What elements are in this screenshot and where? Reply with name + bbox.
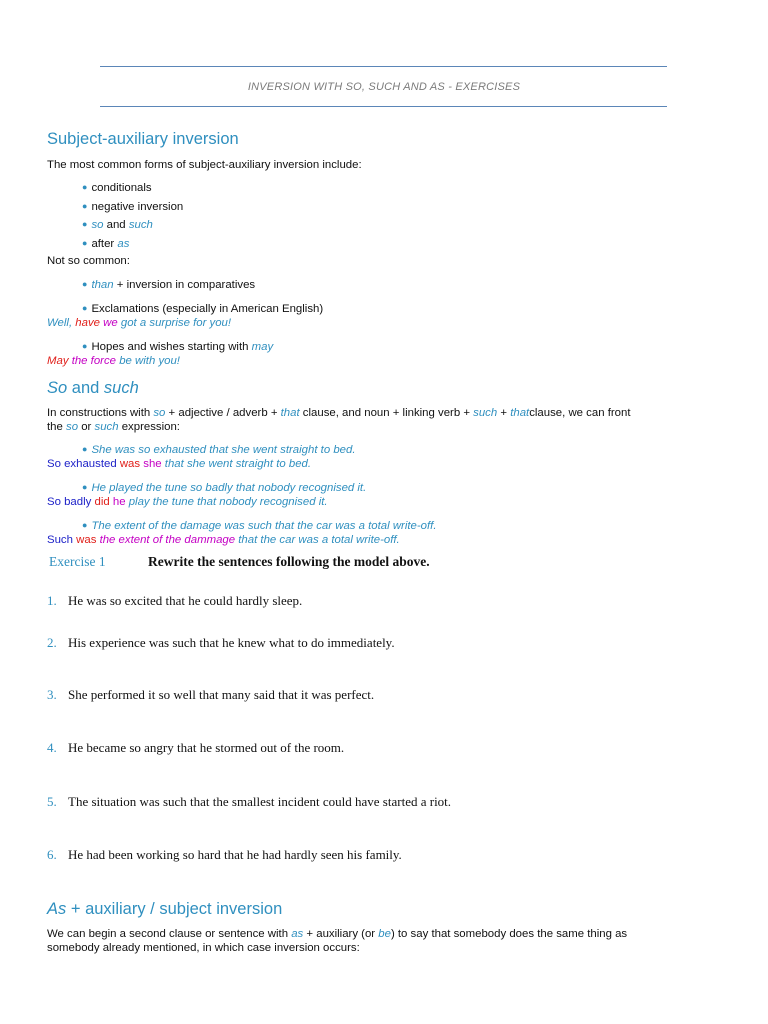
bullet-dot-icon: ● [82, 201, 88, 211]
example-exclamation: Well, have we got a surprise for you! [47, 317, 232, 329]
exercise-label: Exercise 1 [49, 554, 106, 569]
bullet-dot-icon: ● [82, 279, 88, 289]
bullet-conditionals: ● conditionals [82, 182, 152, 194]
bullet-dot-icon: ● [82, 182, 88, 192]
exercise-item: 4. He became so angry that he stormed out of the room. [47, 740, 345, 755]
exercise-item: 3. She performed it so well that many said that it was perfect. [47, 687, 375, 702]
bullet-dot-icon: ● [82, 482, 88, 492]
bullet-exclamations: ● Exclamations (especially in American English) [82, 303, 324, 315]
section-heading-so-and-such: So and such [47, 379, 139, 397]
bullet-dot-icon: ● [82, 520, 88, 530]
bullet-after-as: ● after as [82, 238, 130, 250]
header-bottom-rule [100, 106, 667, 107]
page-header-title: INVERSION WITH SO, SUCH AND AS - EXERCISES [247, 81, 521, 93]
as-paragraph-line1: We can begin a second clause or sentence with as + auxiliary (or be) to say that somebody does the same thing as [47, 928, 628, 940]
exercise-instruction: Rewrite the sentences following the model above. [148, 554, 430, 569]
section-heading-subject-auxiliary: Subject-auxiliary inversion [47, 130, 239, 148]
example-extent-inverted: Such was the extent of the dammage that the car was a total write-off. [47, 534, 400, 546]
bullet-dot-icon: ● [82, 444, 88, 454]
example-extent: ● The extent of the damage was such that the car was a total write-off. [82, 520, 437, 532]
bullet-negative-inversion: ● negative inversion [82, 201, 184, 213]
bullet-so-and-such: ● so and such [82, 219, 153, 231]
exercise-item: 1. He was so excited that he could hardly sleep. [47, 593, 303, 608]
exercise-item: 2. His experience was such that he knew what to do immediately. [47, 635, 395, 650]
bullet-dot-icon: ● [82, 341, 88, 351]
bullet-dot-icon: ● [82, 303, 88, 313]
section-heading-as-inversion: As + auxiliary / subject inversion [47, 900, 283, 918]
so-such-paragraph-line2: the so or such expression: [47, 421, 180, 433]
as-paragraph-line2: somebody already mentioned, in which case inversion occurs: [47, 942, 360, 954]
example-exhausted-inverted: So exhausted was she that she went straight to bed. [47, 458, 312, 470]
bullet-dot-icon: ● [82, 238, 88, 248]
header-top-rule [100, 66, 667, 67]
bullet-dot-icon: ● [82, 219, 88, 229]
so-such-paragraph-line1: In constructions with so + adjective / adverb + that clause, and noun + linking verb + such + thatclause, we can front [47, 407, 631, 419]
example-badly-inverted: So badly did he play the tune that nobody recognised it. [47, 496, 328, 508]
example-exhausted: ● She was so exhausted that she went straight to bed. [82, 444, 356, 456]
intro-paragraph: The most common forms of subject-auxiliary inversion include: [47, 159, 362, 171]
exercise-item: 5. The situation was such that the smallest incident could have started a riot. [47, 794, 452, 809]
exercise-item: 6. He had been working so hard that he had hardly seen his family. [47, 847, 402, 862]
not-so-common-label: Not so common: [47, 255, 130, 267]
example-may: May the force be with you! [47, 355, 180, 367]
bullet-than-comparatives: ● than + inversion in comparatives [82, 279, 256, 291]
bullet-hopes-wishes: ● Hopes and wishes starting with may [82, 341, 274, 353]
example-badly: ● He played the tune so badly that nobody recognised it. [82, 482, 367, 494]
